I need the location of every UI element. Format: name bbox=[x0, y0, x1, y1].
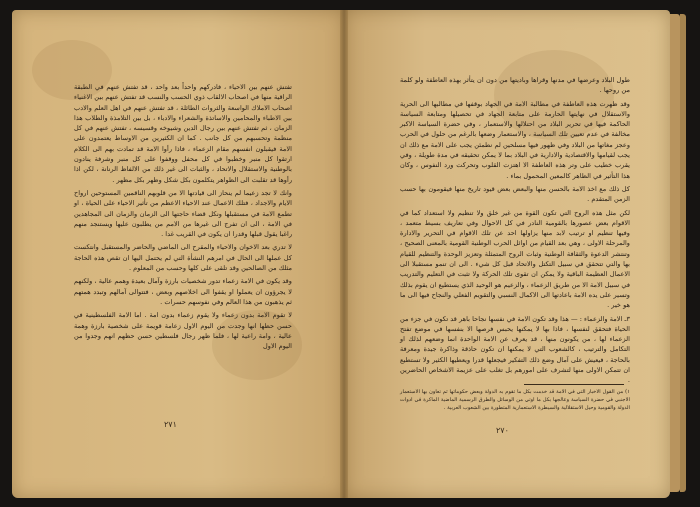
right-page bbox=[344, 10, 670, 498]
page-edges-back bbox=[680, 14, 686, 492]
left-page-body bbox=[74, 82, 292, 354]
right-page-body bbox=[400, 75, 630, 389]
paragraph: لا تقوم الامة بدون زعماء ولا يقوم زعماء بدون امة . اما الامة الفلسطينية في حسن حظها انها وجدت من اليوم الاول زعامة قويمة على شخصية بارزة وهمة عالية ، وامة راعية لها ، فلما ظهر رجال فلسطين حسن حظهم انهم وجدوا من اليوم الاول bbox=[74, 311, 292, 351]
paragraph: تفتش عنهم بين الاحياء ، فادركهم واحداً بعد واحد ، قد تفتش عنهم في الطبقة الراقية منها في اصحاب الالقاب ذوي الحسب والنسب قد تفتش عنهم بين الاغنياء اصحاب الاملاك الواسعة والثروات الطائلة ، قد تفتش عنهم في اهل العلم والادب بين الاطباء والمحامين والاساتذة والشعراء والادباء ، بل بين التلامذة والطلاب هذا الزمان ، ثم تفتش عنهم بين رجال الدين وشيوخه وقسيسه ، تفتش عنهم في كل منظمة وتحسبهم من كل جانب . كما ان الكثيرين من الاوساط يعتمدون على الامة فيقبلون انفسهم مقام الزعماء ، فاذا رأوا الامة قد تمادت بهم الى الكلام ارتقوا كل منبر وخطبوا في كل محفل ووقفوا على كل منبر وشرفة ينادون بالوطنية والاستقلال والاتحاد ، والثبات الى غير ذلك من الالفاظ الرنانة ، لكن اذا رأوها قد تقلبت الى الظواهر يتكلمون بكل شكل وظهر بكل مظهر . bbox=[74, 83, 292, 184]
footnote: ١) من القول الاخبار التي في الامة قد خدمت بكل ما تقوم به الدولة وبعض حكوماتها ثم تعاون بها الاستعمار الاجنبي في حضرة السياسة وعالجها بكل ما اوتي من الوسائل والطرق الرسمية الماضية الماكرة في ادوات الدولة والقومية وحيل الاستقلالية والسيطرة الاستعمارية المتطورة بين الشعوب العربية . bbox=[400, 389, 630, 411]
page-number: ٢٧٠ bbox=[496, 426, 509, 435]
paragraph: وانك لا تجد زعيما لم ينحاز الى قيادتها الا من قلوبهم الناقمين المستوحين ارواح الايام والاجداد ، فتلك الاعمال عند الاحياء الاعظم من تأثير الاحياء على الحياة ، او تطمع الامة في مستقبلها ونكل قضاء حاجتها الى الزمان والزمان الى المجاهدين في الامة ، الى ان تفرج الى غيرها من الامم من يطلبون عليها ويستنجد منهم راغبا يقول قبلها وقدرا ان يكون في القريب غدا . bbox=[74, 188, 292, 239]
paragraph: وقد ظهرت هذه العاطفة في مطالبة الامة في الجهاد بوقفها في مطالبها الى الحرية والاستقلال في نهايتها الحارمة على متابعة الجهاد في تحصيلها ومتابعة السياسة الحاكمة فيها في تحرير البلاد من احتلالها والاستعمار ، وفي حضرة السياسة الاكبر مخالفة في عدم تعيين تلك السياسة ، والاستعمار وضعها بالرغم من حلول في الحرب وعجز مغاتها من البلاد وفي ظهور فيها مسلحين لم نطمئن يجب على الامة مع ذلك ان يجب لقيامها والاقتصادية والادارية في البلاد بما لا يمكن تحقيقه في مدة طويلة ، وفي يقرب خطيب على وتر هذه العاطفة الا اهتزت القلوب وتحركت ورد النفوس ، وكان هذا التأثير في الظاهر كالمعين المحمول بماء . bbox=[400, 99, 630, 180]
paragraph: لكن مثل هذه الروح التي تكون القوة من غير خلق ولا تنظيم ولا استعداد كما في الاقوام بعض عصورها بالقومية النادر في كل الاحوال وفي تعاريف بسيط متعمد ، وفيها تنظيم او ترتيب لابد منها يزاولها احد عن تلك الاقوام في التحرير والادارة والمرحلة الاولى ، وهي بعد القيام من اوائل الحرب الوطنية القومية بالمعنى الصحيح ، وتنتشر الدعوة والثقافة الوطنية وثبات الروح المتمثلة وتعزيز الوحدة والتنظيم للقيام بها والتي تتحقق في سبيل التكتل والاتحاد قبل كل شيء . الى ان تنمو مستقبلا الى الاعمال العظيمة الباقية ولا يمكن ان تقوى تلك الحركة ولا تثبت في التعليم والتدريب في سبيل الامة الا من طريق الزعماء ، والزعيم هو الوحيد الذي يستطيع ان يقوم بذلك وتسير على يده الامة باعادتها الى الاكمال النسبي والتقويم الفعلي والنجاح فيها الى ما هو خير . bbox=[400, 208, 630, 310]
paragraph: كل ذلك مع اخذ الامة بالحسن منها والبعض بعض قيود تاريخ منها فيقومون بها حسب الزمن المتقدم . bbox=[400, 184, 630, 204]
left-page bbox=[12, 10, 345, 498]
paragraph: طول البلاد وعرضها في مدنها وقراها وباديتها من دون ان يتأثر بهذه العاطفة ولو كلمة من روحها . bbox=[400, 76, 630, 95]
paragraph: ٣ـ الامة والزعماء : — هذا وقد تكون الامة في نفسها نجاحا باهر قد تكون في جزء من الحياة فتحقق لنفسها ، فاذا بها لا يمكنها يحبس فرصها الا بنفسها في موضع تفتح الزعماء لها ، من يكونون منها ، قد يعرف عن الامة الواحدة انما وضعهم لذلك او التكامل والترتيب ، كالشعوب التي لا يمكنها ان تكون حاذقة وذاكرة جيدة ومعرفة بالحاجة ، فيعيش على آمال وضع ذلك التفكير فيجعلها قدرا ويعطيها الكثير ولا تستطيع ان تتمكن الاولى منها لتشرف على امورهم بل تغلب على عزيمة الاشخاص الحاضرين . bbox=[400, 314, 630, 385]
paragraph: لا تدري بعد الاخوان والاحياء والمقرح الى الماضي والحاضر والمستقبل وانتكست كل عملها الى الحال في امرهم النشأة التي لم يحتمل اليها ان تقص هذه الحاجة مثلك من الصالحين وقد تلقى على كلها وحسب من المعلوم . bbox=[74, 243, 292, 273]
page-number: ٢٧١ bbox=[164, 420, 177, 429]
book-spine bbox=[340, 10, 348, 498]
page-edges bbox=[670, 14, 680, 492]
footnote-rule bbox=[524, 384, 624, 385]
paragraph: وقد يكون في الامة زعماء تدور شخصيات بارزة وآمال بعيدة وهمم عالية ، ولكنهم لا يجرؤون ان يعملوا او يقفوا الى اخلاصهم وبعض ، فتتوالى آمالهم وتبدد همتهم ثم يذهبون من هذا العالم وفي نفوسهم حسرات . bbox=[74, 277, 292, 306]
